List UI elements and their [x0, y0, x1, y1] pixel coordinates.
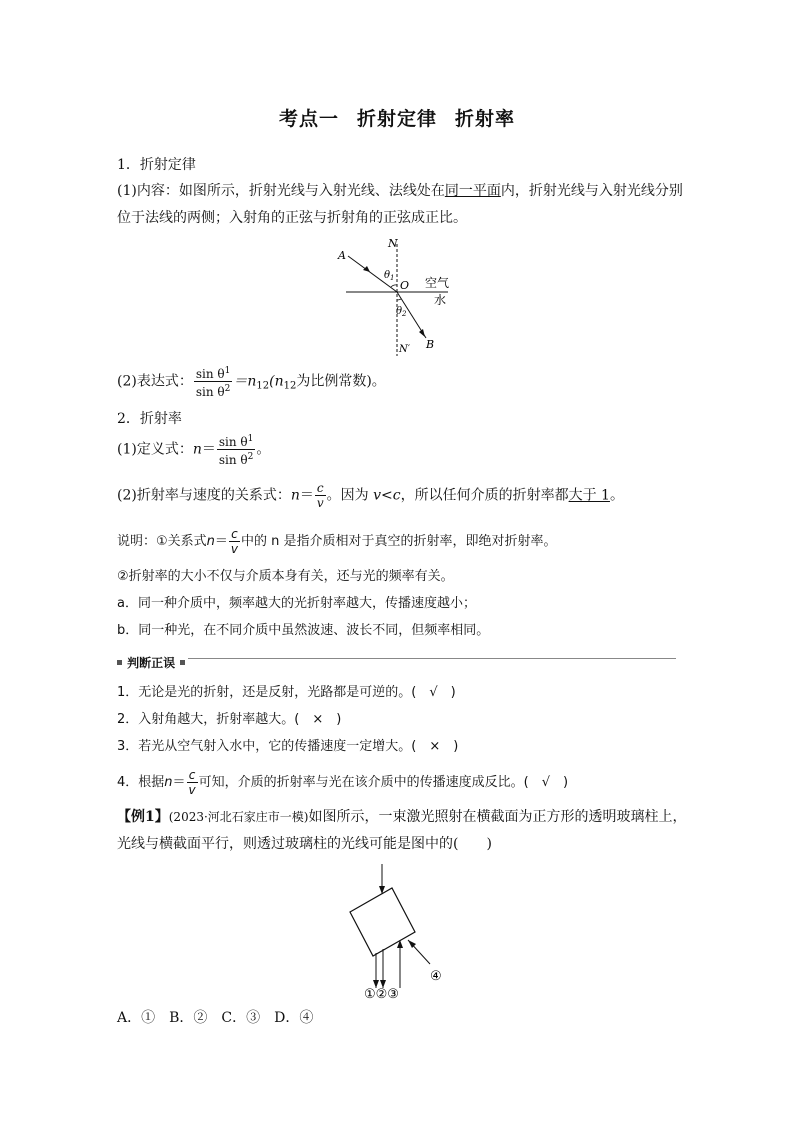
- expression-line: (2)表达式： $\frac{\sin \theta^1}{\sin \theta^2}$ $=n_{12}(n_{12}$为比例常数)。: [117, 366, 386, 399]
- example-tag: 【例1】: [117, 809, 169, 825]
- labels-1-2-3: ①②③: [364, 987, 399, 1002]
- square-bullet-icon: [180, 660, 185, 665]
- note-line-1: 说明：①关系式n＝ $\frac{c}{v}$ 中的 n 是指介质相对于真空的折射率，即绝对折射率。: [117, 527, 557, 556]
- judge-fraction: $\frac{c}{v}$: [188, 768, 196, 797]
- definition-fraction: $\frac{\sin \theta^1}{\sin \theta^2}$: [218, 434, 254, 467]
- judge-header: 判断正误: [117, 652, 185, 671]
- content-line-1: (1)内容：如图所示，折射光线与入射光线、法线处在同一平面内，折射光线与入射光线分别: [117, 183, 683, 199]
- label-N: N: [388, 237, 398, 250]
- note-fraction: $\frac{c}{v}$: [230, 527, 239, 556]
- c-over-v-fraction: $\frac{c}{v}$: [316, 481, 324, 510]
- underlined-answer: 大于 1: [568, 487, 610, 504]
- label-N-prime: N′: [399, 344, 411, 355]
- glass-prism-diagram: [330, 860, 470, 1002]
- note-line-3: a．同一种介质中，频率越大的光折射率越大，传播速度越小；: [117, 596, 476, 611]
- section-heading-refraction-law: 1．折射定律: [117, 157, 196, 173]
- label-theta1: $\theta_1$: [384, 270, 395, 282]
- incident-arrow: [363, 266, 370, 272]
- label-B: B: [426, 338, 435, 351]
- judge-item-1: 1．无论是光的折射，还是反射，光路都是可逆的。( √ ): [117, 685, 456, 700]
- label-theta2: $\theta_2$: [396, 306, 407, 318]
- page-title: 考点一 折射定律 折射率: [278, 108, 516, 130]
- judge-item-3: 3．若光从空气射入水中，它的传播速度一定增大。( × ): [117, 739, 459, 754]
- square-cross-section: [350, 888, 415, 956]
- section-heading-refractive-index: 2．折射率: [117, 411, 182, 427]
- answer-options: A．① B．② C．③ D．④: [117, 1010, 314, 1026]
- speed-relation-line: (2)折射率与速度的关系式：n＝ $\frac{c}{v}$ 。因为 v<c，所以任何介质的折射率都大于 1。: [117, 481, 624, 510]
- refracted-arrow: [419, 329, 425, 337]
- judge-item-2: 2．入射角越大，折射率越大。( × ): [117, 712, 342, 727]
- section-divider: [188, 658, 676, 659]
- underlined-term: 同一平面: [444, 183, 501, 199]
- note-line-4: b．同一种光，在不同介质中虽然波速、波长不同，但频率相同。: [117, 623, 490, 638]
- example-line-1: 【例1】(2023·河北石家庄市一模)如图所示，一束激光照射在横截面为正方形的透明玻璃柱上，: [117, 809, 687, 825]
- judge-item-4: 4．根据n＝ $\frac{c}{v}$ 可知，介质的折射率与光在该介质中的传播速度成反比。( √ ): [117, 768, 569, 797]
- square-bullet-icon: [117, 660, 122, 665]
- label-air: 空气: [425, 276, 450, 290]
- label-4: ④: [430, 969, 442, 984]
- sine-ratio-fraction: $\frac{\sin \theta^1}{\sin \theta^2}$: [195, 366, 231, 399]
- example-line-2: 光线与横截面平行，则透过玻璃柱的光线可能是图中的( ): [117, 836, 492, 852]
- definition-line: (1)定义式：n＝ $\frac{\sin \theta^1}{\sin \theta^2}$ 。: [117, 434, 271, 467]
- refraction-diagram: [330, 234, 460, 362]
- content-line-2: 位于法线的两侧；入射角的正弦与折射角的正弦成正比。: [117, 210, 467, 226]
- label-water: 水: [434, 293, 447, 307]
- note-line-2: ②折射率的大小不仅与介质本身有关，还与光的频率有关。: [117, 569, 454, 584]
- label-O: O: [400, 279, 410, 292]
- label-A: A: [338, 249, 346, 262]
